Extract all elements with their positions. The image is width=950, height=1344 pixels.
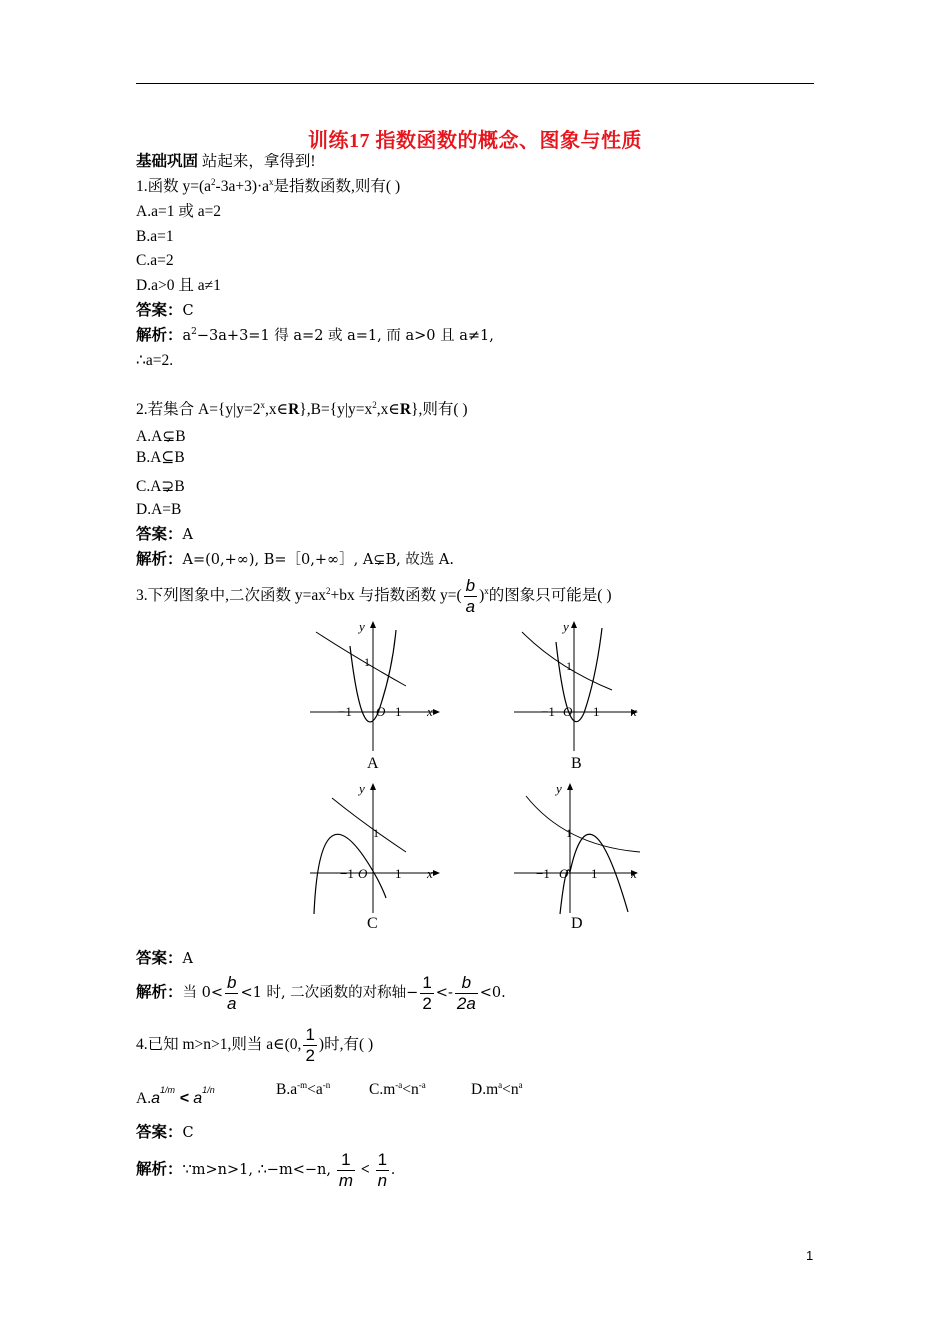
graph-d-y-label: y [556,781,562,796]
graph-c-tick1: 1 [395,866,402,881]
graph-c [306,780,442,915]
graph-a-tick1: 1 [395,704,402,719]
graph-b-tick1: 1 [593,704,600,719]
q2-option-b: B.A⊆B [136,449,185,466]
graph-b-y1: 1 [566,659,572,673]
page-number: 1 [806,1248,814,1263]
q1-option-d: D.a>0 且 a≠1 [136,277,221,294]
q1-option-c: C.a=2 [136,252,174,269]
q4-stem: 4.已知 m>n>1,则当 a∈(0, $\frac{1}{2}$ )时,有( ) [136,1025,374,1065]
graph-a-y-label: y [359,619,365,634]
graph-a-y1: 1 [364,655,370,669]
graph-a [306,618,442,753]
graph-b-y-label: y [563,619,569,634]
q1-option-b: B.a=1 [136,228,174,245]
q2-option-c: C.A⊋B [136,478,185,495]
q1-analysis: 解析：$a^2-3a+3=1$ 得 a=2 或 a=1, 而 a>0 且 a≠1, [136,327,494,344]
graph-b-origin: O [563,704,573,719]
q4-option-b: $B.a^{-m}<a^{-n}$ [276,1080,331,1098]
q1-option-a: A.a=1 或 a=2 [136,203,222,220]
graph-a-neg1: −1 [338,704,352,719]
graph-d-neg1: −1 [536,866,550,881]
section-motto: 站起来，拿得到! [201,153,316,170]
graph-c-x-label: x [427,866,433,881]
q4-answer: 答案：C [136,1124,194,1141]
graph-c-y1: 1 [373,826,379,840]
graph-d-caption: D [571,915,583,932]
q2-option-d: D.A=B [136,501,182,518]
graph-d [510,780,646,915]
q3-stem: 3.下列图象中,二次函数 $y=ax^2+bx$ 与指数函数 y=( $\frac{b}{a}$ )$^x$的图象只可能是( ) [136,576,612,616]
graph-a-x-label: x [427,704,433,719]
q2-answer: 答案：A [136,526,193,543]
graph-b-x-label: x [631,704,637,719]
q4-option-a: $A.a^{1/m} < a^{1/n}$ [136,1085,215,1107]
graph-c-origin: O [358,866,368,881]
graph-b [510,618,646,753]
q2-stem: 2.若集合 $A=\{y|y=2^x,x\in R\},B=\{y|y=x^2,x\in R\}$,则有( ) [136,400,468,418]
graph-c-neg1: −1 [340,866,354,881]
q3-answer: 答案：A [136,950,193,967]
q2-option-a: A.A⊊B [136,428,186,445]
q1-answer: 答案：C [136,302,194,319]
q2-analysis: 解析：A=(0,+∞), B=［0,+∞］, A⊊B, 故选 A. [136,551,455,568]
q3-analysis: 解析：当 0< $\frac{b}{a}$ <1 时, 二次函数的对称轴− $\frac{1}{2}$ <- $\frac{b}{2a}$ <0. [136,973,506,1013]
graph-d-tick1: 1 [591,866,598,881]
graph-a-origin: O [376,704,386,719]
page-title: 训练17 指数函数的概念、图象与性质 [308,130,642,152]
header-rule [136,83,814,84]
graph-b-caption: B [571,755,582,772]
graph-c-caption: C [367,915,378,932]
graph-b-neg1: −1 [541,704,555,719]
graph-d-x-label: x [631,866,637,881]
graph-d-y1: 1 [566,826,572,840]
q4-option-d: $D.m^a<n^a$ [471,1080,523,1098]
graph-d-origin: O [559,866,569,881]
q4-option-c: $C.m^{-a}<n^{-a}$ [369,1080,426,1098]
q1-conclusion: ∴a=2. [136,352,174,369]
q1-stem: 1.函数 $y=(a^2-3a+3)\cdot a^x$是指数函数,则有( ) [136,177,401,195]
section-label: 基础巩固 [136,153,199,170]
graph-c-y-label: y [359,781,365,796]
graph-a-caption: A [367,755,379,772]
section-heading [136,152,316,172]
q4-analysis: 解析：∵m>n>1, ∴−m<−n, $\frac{1}{m}$ < $\frac{1}{n}$ . [136,1150,395,1190]
